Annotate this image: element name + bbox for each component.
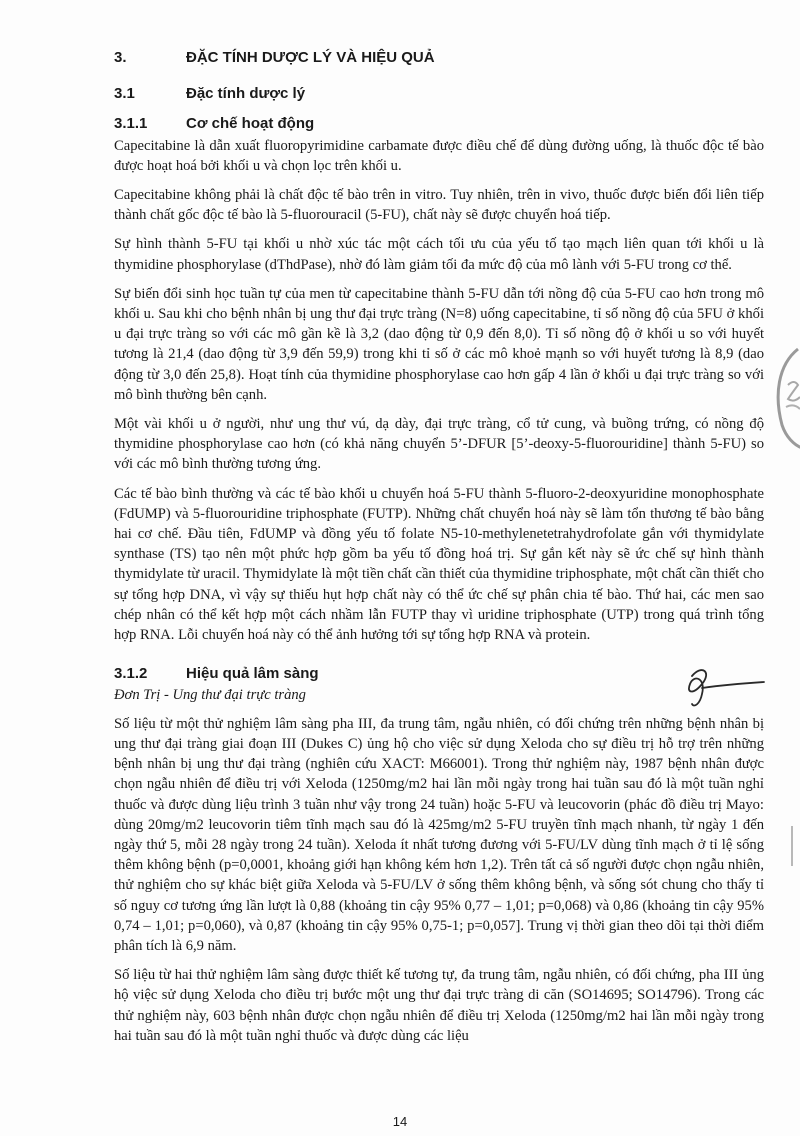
page-number: 14: [392, 1114, 408, 1129]
signature-icon: [672, 664, 772, 710]
paragraph: Sự biến đổi sinh học tuần tự của men từ capecitabine thành 5-FU dẫn tới nồng độ của 5-FU cao hơn trong mô khối u. Sau khi cho bệnh nhân bị ung thư đại trực tràng (N=8) uống capecitabine, tỉ số nồng độ của 5FU ở khối u đại trực tràng so với các mô gần kề là 3,2 (dao động từ 0,9 đến 8,0). Tỉ số nồng độ ở khối u so với huyết tương là 21,4 (dao động từ 3,9 đến 59,9) trong khi tỉ số ở các mô khoẻ mạnh so với huyết tương là 8,9 (dao động từ 3,0 đến 25,8). Hoạt tính của thymidine phosphorylase cao hơn gấp 4 lần ở khối u đại trực tràng so với mô bình thường bên cạnh.: [114, 285, 764, 403]
paragraph: Các tế bào bình thường và các tế bào khối u chuyển hoá 5-FU thành 5-fluoro-2-deoxyuridine monophosphate (FdUMP) và 5-fluorouridine triphosphate (FUTP). Những chất chuyển hoá này sẽ làm tổn thương tế bào bằng hai cơ chế. Đầu tiên, FdUMP và đồng yếu tố folate N5-10-methylenetetrahydrofolate gắn với thymidylate synthase (TS) tạo nên một phức hợp gồm ba yếu tố đồng hoá trị. Sự gắn kết này sẽ ức chế sự hình thành thymidylate từ uracil. Thymidylate là một tiền chất cần thiết của thymidine triphosphate, một chất cần thiết cho sự tổng hợp DNA, vì vậy sự thiếu hụt hợp chất này có thể ức chế sự phân chia tế bào. Thứ hai, các men sao chép nhân có thể kết hợp một cách nhầm lẫn FUTP thay vì uridine triphosphate (UTP) trong quá trình tổng hợp RNA. Lỗi chuyển hoá này có thể ảnh hưởng tới sự tổng hợp RNA và protein.: [114, 485, 764, 644]
paragraph: Capecitabine là dẫn xuất fluoropyrimidine carbamate được điều chế để dùng đường uống, là thuốc độc tế bào được hoạt hoá bởi khối u và chọn lọc trên khối u.: [114, 137, 764, 174]
subsection-subtitle: Đơn Trị - Ung thư đại trực tràng: [114, 687, 306, 704]
heading-section-3-1-1: [114, 114, 764, 134]
heading-number: 3.1: [114, 85, 135, 103]
heading-section-3: [114, 48, 764, 68]
heading-section-3-1: [114, 84, 764, 104]
heading-number: 3.1.2: [114, 665, 148, 683]
paragraph: Số liệu từ hai thử nghiệm lâm sàng được thiết kế tương tự, đa trung tâm, ngẫu nhiên, có đối chứng, pha III ủng hộ việc sử dụng Xeloda cho điều trị bước một ung thư đại trực tràng di căn (SO14695; SO14796). Trong các thử nghiệm này, 603 bệnh nhân được chọn ngẫu nhiên để điều trị Xeloda (1250mg/m2 hai lần mỗi ngày trong hai tuần sau đó là một tuần nghỉ thuốc và được dùng các liệu: [114, 967, 764, 1044]
heading-number: 3.1.1: [114, 115, 148, 133]
heading-title: Đặc tính dược lý: [186, 85, 306, 103]
paragraph: Capecitabine không phải là chất độc tế bào trên in vitro. Tuy nhiên, trên in vivo, thuốc được biến đổi liên tiếp thành chất gốc độc tế bào là 5-fluorouracil (5-FU), chất này sẽ được chuyển hoá tiếp.: [114, 187, 764, 224]
stamp-mark-icon: [768, 345, 800, 450]
paragraph: Một vài khối u ở người, như ung thư vú, dạ dày, đại trực tràng, cổ tử cung, và buồng trứng, có nồng độ thymidine phosphorylase cao hơn (có khả năng chuyển 5’-DFUR [5’-deoxy-5-fluorouridine] thành 5-FU) so với các mô bình thường tương ứng.: [114, 416, 764, 473]
paragraph: Số liệu từ một thử nghiệm lâm sàng pha III, đa trung tâm, ngẫu nhiên, có đối chứng trên những bệnh nhân bị ung thư đại tràng giai đoạn III (Dukes C) ủng hộ cho việc sử dụng Xeloda cho sự điều trị hỗ trợ trên những bệnh nhân bị ung thư đại tràng (nghiên cứu XACT: M66001). Trong thử nghiệm này, 1987 bệnh nhân được chọn ngẫu nhiên để điều trị với Xeloda (1250mg/m2 hai lần mỗi ngày trong hai tuần sau đó là một tuần nghỉ thuốc và được dùng liệu trình 3 tuần như vậy trong 24 tuần) hoặc 5-FU và leucovorin (phác đồ điều trị Mayo: dùng 20mg/m2 leucovorin tiêm tĩnh mạch sau đó là 425mg/m2 5-FU truyền tĩnh mạch nhanh, từ ngày 1 đến ngày thứ 5, mỗi 28 ngày trong 24 tuần). Xeloda ít nhất tương đương với 5-FU/LV dùng tĩnh mạch ở tỉ lệ sống thêm không bệnh (p=0,0001, khoảng giới hạn không kém hơn 1,2). Trên tất cả số người được chọn ngẫu nhiên, thử nghiệm cho sự khác biệt giữa Xeloda và 5-FU/LV ở sống thêm không bệnh, và sống sót chung cho thấy tỉ số nguy cơ tương ứng lần lượt là 0,88 (khoảng tin cậy 95% 0,77 – 1,01; p=0,068) và 0,86 (khoảng tin cậy 95% 0,74 – 1,01; p=0,060), và 0,87 (khoảng tin cậy 95% 0,75-1; p=0,057]. Trung vị thời gian theo dõi tại thời điểm phân tích là 6,9 năm.: [114, 715, 764, 954]
heading-section-3-1-2: [114, 664, 764, 684]
heading-number: 3.: [114, 49, 127, 66]
heading-title: ĐẶC TÍNH DƯỢC LÝ VÀ HIỆU QUẢ: [186, 49, 435, 66]
page-content: [114, 48, 764, 1055]
heading-title: Cơ chế hoạt động: [186, 115, 315, 133]
heading-title: Hiệu quả lâm sàng: [186, 665, 319, 683]
margin-mark: [791, 826, 793, 866]
paragraph: Sự hình thành 5-FU tại khối u nhờ xúc tác một cách tối ưu của yếu tố tạo mạch liên quan tới khối u là thymidine phosphorylase (dThdPase), nhờ đó làm giảm tối đa mức độ của mô lành với 5-FU trong cơ thể.: [114, 236, 764, 273]
